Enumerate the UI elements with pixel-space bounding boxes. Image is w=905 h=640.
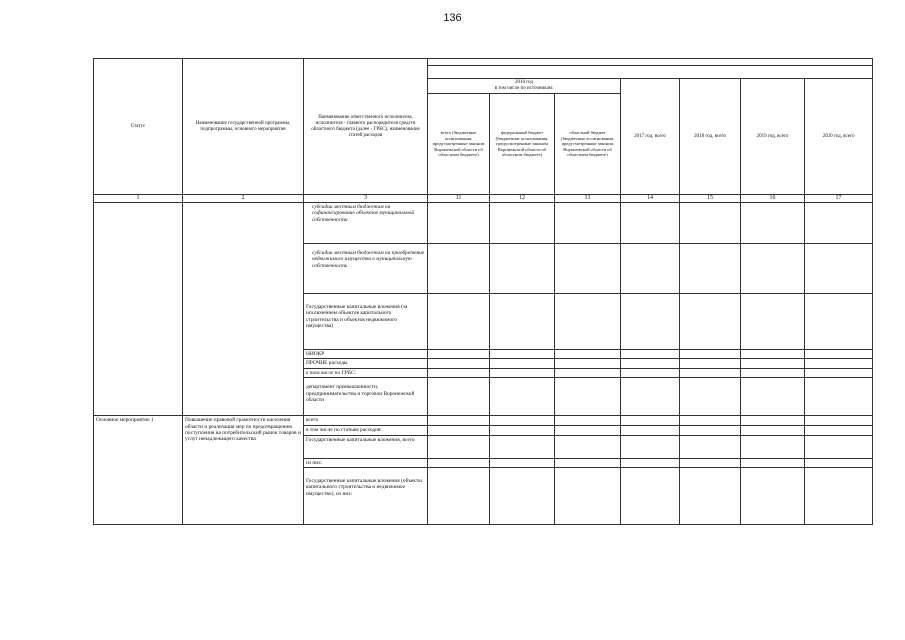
row-label: НИОКР <box>304 350 428 359</box>
page-number: 136 <box>443 12 462 24</box>
row-label: Государственные капитальные вложения (за исключением объектов капитального строительства и объектов недвижимого имущества) <box>304 294 428 350</box>
status-cell-empty <box>94 203 183 416</box>
header-program-name: Наименование государственной программы, подпрограммы, основного мероприятия <box>183 59 304 195</box>
row-label: ПРОЧИЕ расходы <box>304 359 428 368</box>
row-label: из них: <box>304 458 428 467</box>
col-num: 17 <box>805 195 873 203</box>
budget-table <box>93 58 873 525</box>
row-label: в том числе по статьям расходов: <box>304 426 428 435</box>
row-label: Государственные капитальные вложения, всего <box>304 435 428 458</box>
row-label: субсидии местным бюджетам на приобретение недвижимого имущества в муниципальную собственность <box>304 244 428 294</box>
col-num: 3 <box>304 195 428 203</box>
col-num: 2 <box>183 195 304 203</box>
header-second-band <box>428 66 873 79</box>
table-row <box>94 203 873 244</box>
header-top-band <box>428 59 873 66</box>
header-2017: 2017 год, всего <box>621 79 680 195</box>
col-num: 12 <box>490 195 555 203</box>
col-num: 13 <box>555 195 621 203</box>
header-2016: 2016 год в том числе по источникам: <box>428 79 621 94</box>
table-row <box>94 416 873 426</box>
header-2019: 2019 год, всего <box>741 79 805 195</box>
header-2018: 2018 год, всего <box>680 79 741 195</box>
col-num: 11 <box>428 195 490 203</box>
header-status: Статус <box>94 59 183 195</box>
col-num: 1 <box>94 195 183 203</box>
row-label: в том числе по ГРБС: <box>304 368 428 377</box>
col-num: 16 <box>741 195 805 203</box>
row-label: субсидии местным бюджетам на софинансирование объектов муниципальной собственности <box>304 203 428 244</box>
program-cell-empty <box>183 203 304 416</box>
header-executor-name: Наименование ответственного исполнителя, исполнителя - главного распорядителя средств областного бюджета (далее - ГРБС), наименование статей расходов <box>304 59 428 195</box>
column-number-row <box>94 195 873 203</box>
row-label: всего <box>304 416 428 426</box>
header-2016-federal: федеральный бюджет (бюджетные ассигнования, предусмотренные законом Воронежской области об областном бюджете) <box>490 94 555 195</box>
col-num: 15 <box>680 195 741 203</box>
row-label: Государственные капитальные вложения (объекты капитального строительства и недвижимое имущество), из них: <box>304 468 428 525</box>
header-2016-total: всего (бюджетные ассигнования, предусмотренные законом Воронежской области об областном бюджете) <box>428 94 490 195</box>
header-2016-regional: областной бюджет (бюджетные ассигнования, предусмотренные законом Воронежской области об областном бюджете) <box>555 94 621 195</box>
main-activity-name: Повышение правовой грамотности населения области и реализация мер по предотвращению поступления на потребительский рынок товаров и услуг ненадлежащего качества <box>183 416 304 525</box>
header-2020: 2020 год, всего <box>805 79 873 195</box>
row-label: департамент промышленности, предпринимательства и торговли Воронежской области <box>304 378 428 416</box>
col-num: 14 <box>621 195 680 203</box>
main-activity-status: Основное мероприятие 1 <box>94 416 183 525</box>
